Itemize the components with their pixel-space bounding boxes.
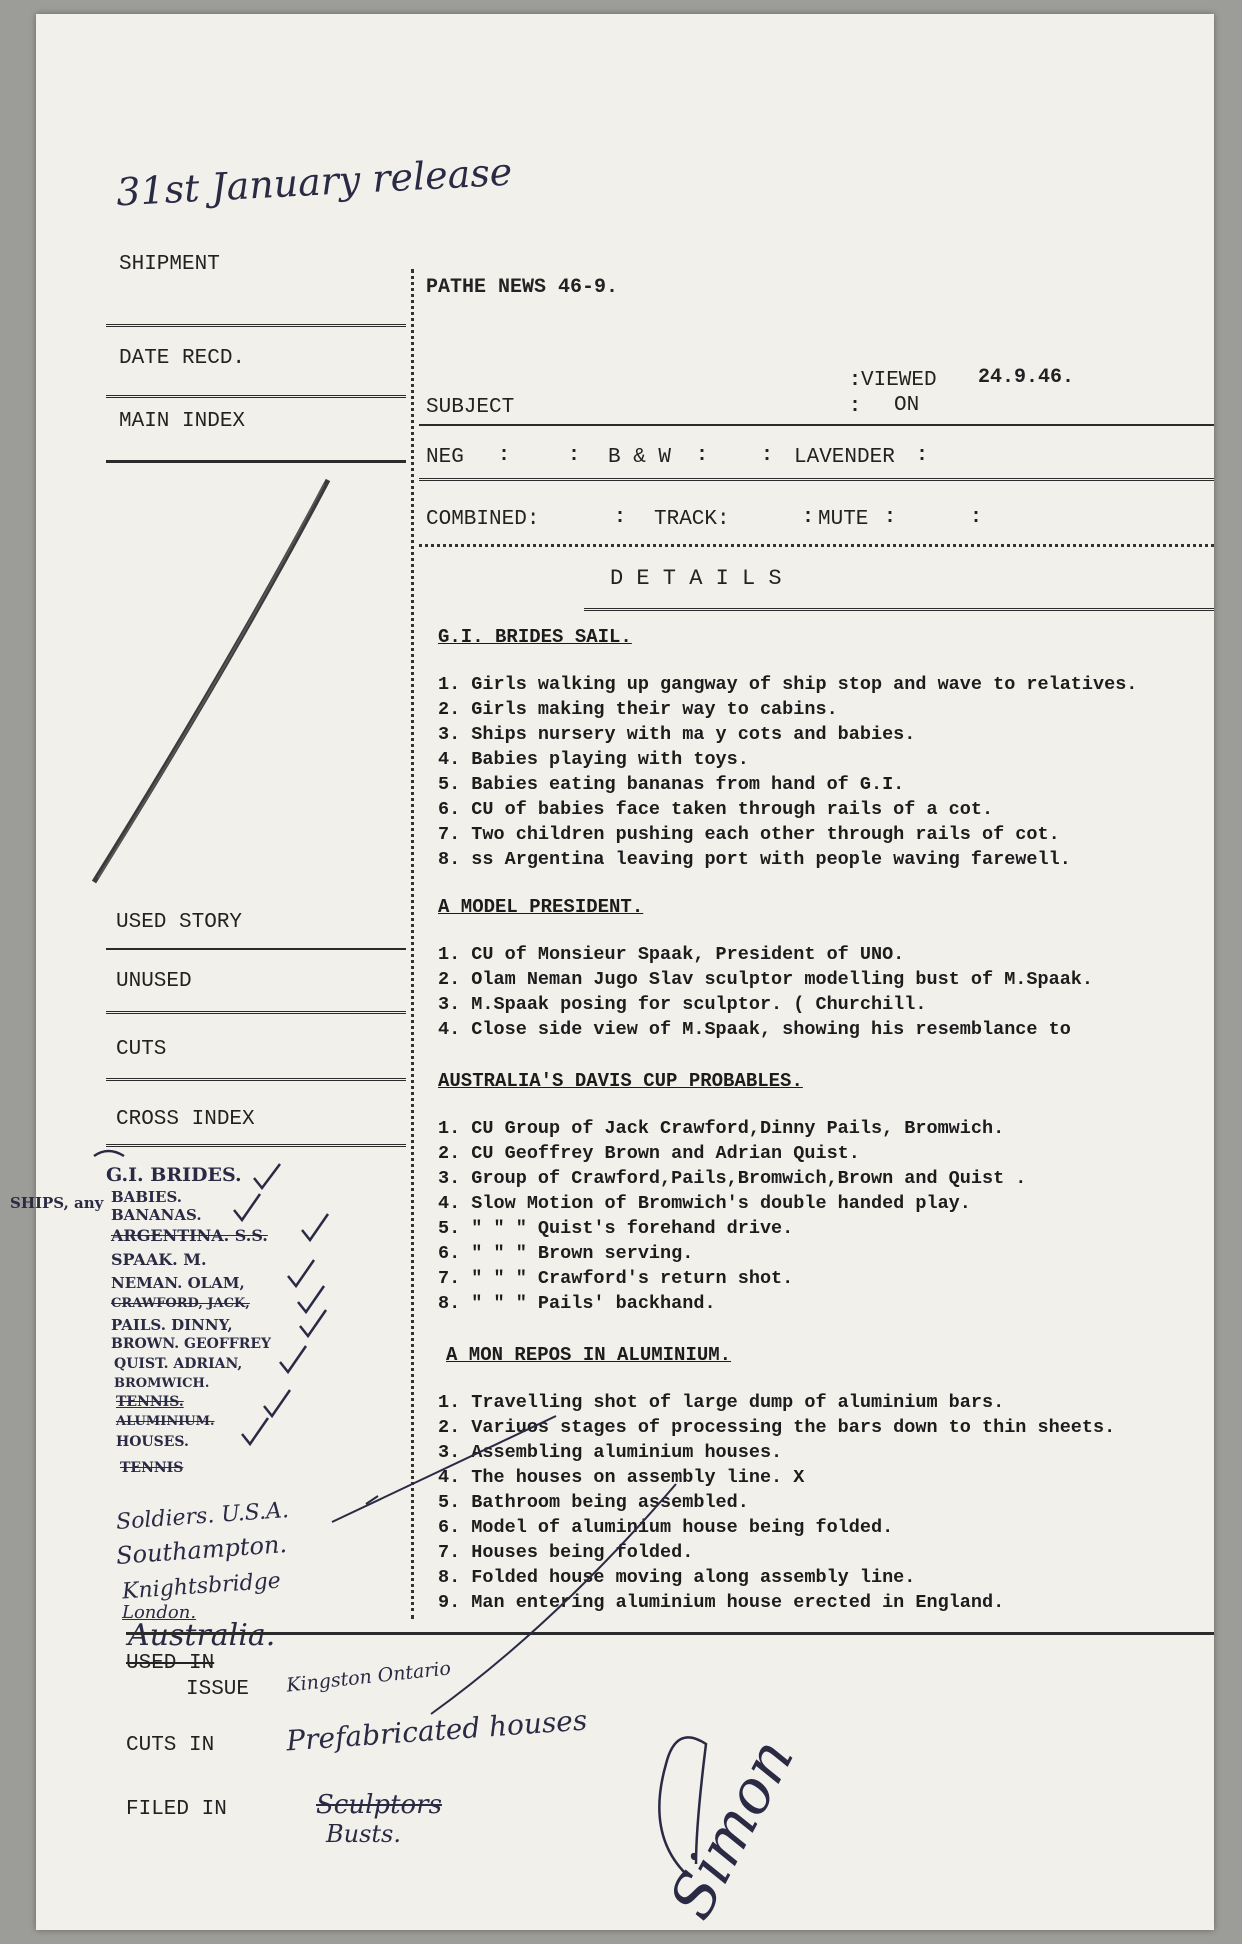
detail-line: 3. Group of Crawford,Pails,Bromwich,Brown and Quist . <box>438 1168 1027 1189</box>
cross-index-entry: Soldiers. U.S.A. <box>115 1497 290 1536</box>
label-issue: ISSUE <box>186 1678 250 1701</box>
detail-line: 7. Houses being folded. <box>438 1542 694 1563</box>
label-filed-in: FILED IN <box>126 1798 227 1821</box>
detail-line: 7. " " " Crawford's return shot. <box>438 1268 794 1289</box>
cross-index-entry: Australia. <box>128 1618 276 1653</box>
handwritten-release-note: 31st January release <box>115 149 514 215</box>
detail-line: 8. " " " Pails' backhand. <box>438 1293 716 1314</box>
detail-line: 1. CU Group of Jack Crawford,Dinny Pails, Bromwich. <box>438 1118 1005 1139</box>
label-used-story: USED STORY <box>116 911 243 934</box>
filed-in-note: Busts. <box>326 1820 401 1848</box>
label-cross-index: CROSS INDEX <box>116 1108 255 1131</box>
cross-index-entry: ARGENTINA. S.S. <box>111 1226 268 1245</box>
label-lavender: LAVENDER <box>794 446 895 469</box>
detail-line: 9. Man entering aluminium house erected in England. <box>438 1592 1005 1613</box>
section-heading: A MODEL PRESIDENT. <box>438 896 644 918</box>
cross-index-entry: TENNIS. <box>116 1394 184 1410</box>
cross-index-entry: HOUSES. <box>116 1434 189 1450</box>
cross-index-entry: ALUMINIUM. <box>116 1414 215 1429</box>
section-heading: G.I. BRIDES SAIL. <box>438 626 632 648</box>
detail-line: 2. CU Geoffrey Brown and Adrian Quist. <box>438 1143 860 1164</box>
label-track: TRACK: <box>654 508 730 531</box>
label-cuts: CUTS <box>116 1038 167 1061</box>
section-heading: AUSTRALIA'S DAVIS CUP PROBABLES. <box>438 1070 803 1092</box>
used-in-note: Kingston Ontario <box>285 1657 452 1697</box>
label-viewed-on: ON <box>894 394 920 417</box>
document-sheet: 31st January release SHIPMENT DATE RECD. MAIN INDEX USED STORY UNUSED CUTS CROSS INDEX G.I. BRIDES. BABIES. BANANAS. ARGENTINA. S.S. SPAAK. M. NEMAN. OLAM, CRAWFORD, JACK, PAILS. DINNY, BROWN. GEOFFREY QUIST. ADRIAN, BROMWICH. TENNIS. ALUMINIUM. HOUSES. TENNIS Soldiers. U.S.A. Southampton. Knightsbridge London. Australia. SHIPS, any USED IN ISSUE Kingston Ontario CUTS IN Prefabricated houses FILED IN Sculptors Busts. Simon PATHE NEWS 46-9. VIEWED : : ON 24.9.46. SUBJECT NEG : : B & W : : LAVENDER : COMBINED: : TRACK: : MUTE : : D E T A I L S G.I. BRIDES SAIL. 1. Girls walking up gangway of ship stop and wave to relatives. 2. Girls making their way to cabins. 3. Ships nursery with ma y cots and babies. 4. Babies playing with toys. 5. Babies eating bananas from hand of G.I. 6. CU of babies face taken through rails of a cot. 7. Two children pushing each other through rails of cot. 8. ss Argentina leaving port with people waving farewell. A MODEL PRESIDENT. 1. CU of Monsieur Spaak, President of UNO. 2. Olam Neman Jugo Slav sculptor modelling bust of M.Spaak. 3. M.Spaak posing for sculptor. ( Churchill. 4. Close side view of M.Spaak, showing his resemblance to AUSTRALIA'S DAVIS CUP PROBABLES. 1. CU Group of Jack Crawford,Dinny Pails, Bromwich. 2. CU Geoffrey Brown and Adrian Quist. 3. Group of Crawford,Pails,Bromwich,Brown and Quist . 4. Slow Motion of Bromwich's double handed play. 5. " " " Quist's forehand drive. 6. " " " Brown serving. 7. " " " Crawford's return shot. 8. " " " Pails' backhand. A MON REPOS IN ALUMINIUM. 1. Travelling shot of large dump of aluminium bars. 2. Variuos stages of processing the bars down to thin sheets. 3. Assembling aluminium houses. 4. The houses on assembly line. X 5. Bathroom being assembled. 6. Model of aluminium house being folded. 7. Houses being folded. 8. Folded house moving along assembly line. 9. Man entering aluminium house erected in England. <box>36 14 1214 1930</box>
cross-index-entry: BROMWICH. <box>114 1376 210 1391</box>
cross-index-entry: PAILS. DINNY, <box>111 1316 233 1334</box>
detail-line: 6. " " " Brown serving. <box>438 1243 694 1264</box>
label-viewed: VIEWED <box>861 369 937 392</box>
detail-line: 3. Ships nursery with ma y cots and babies. <box>438 724 916 745</box>
label-date-recd: DATE RECD. <box>119 347 246 370</box>
detail-line: 8. ss Argentina leaving port with people waving farewell. <box>438 849 1071 870</box>
cross-index-entry: London. <box>122 1602 197 1623</box>
cross-index-entry: Knightsbridge <box>121 1568 282 1605</box>
detail-line: 3. Assembling aluminium houses. <box>438 1442 783 1463</box>
cross-index-entry: CRAWFORD, JACK, <box>111 1296 250 1311</box>
detail-line: 5. Babies eating bananas from hand of G.I. <box>438 774 905 795</box>
cross-index-entry: BANANAS. <box>111 1206 202 1224</box>
detail-line: 2. Variuos stages of processing the bars down to thin sheets. <box>438 1417 1116 1438</box>
detail-line: 6. CU of babies face taken through rails of a cot. <box>438 799 994 820</box>
label-bw: B & W <box>608 446 672 469</box>
detail-line: 1. CU of Monsieur Spaak, President of UNO. <box>438 944 905 965</box>
cross-index-entry: BABIES. <box>111 1188 182 1206</box>
cross-index-entry: NEMAN. OLAM, <box>111 1274 245 1292</box>
label-main-index: MAIN INDEX <box>119 410 246 433</box>
detail-line: 4. The houses on assembly line. X <box>438 1467 805 1488</box>
detail-line: 4. Babies playing with toys. <box>438 749 749 770</box>
detail-line: 4. Close side view of M.Spaak, showing his resemblance to <box>438 1019 1071 1040</box>
label-shipment: SHIPMENT <box>119 253 220 276</box>
detail-line: 4. Slow Motion of Bromwich's double handed play. <box>438 1193 971 1214</box>
detail-line: 6. Model of aluminium house being folded. <box>438 1517 894 1538</box>
detail-line: 2. Olam Neman Jugo Slav sculptor modelling bust of M.Spaak. <box>438 969 1094 990</box>
cross-index-entry: TENNIS <box>120 1460 184 1476</box>
cross-index-entry: SPAAK. M. <box>111 1250 207 1269</box>
detail-line: 1. Travelling shot of large dump of aluminium bars. <box>438 1392 1005 1413</box>
label-cuts-in: CUTS IN <box>126 1734 215 1757</box>
label-subject: SUBJECT <box>426 396 515 419</box>
cross-index-entry: Southampton. <box>115 1530 288 1570</box>
cross-index-entry: QUIST. ADRIAN, <box>114 1356 243 1372</box>
issue-title: PATHE NEWS 46-9. <box>426 276 619 299</box>
detail-line: 3. M.Spaak posing for sculptor. ( Churchill. <box>438 994 927 1015</box>
cross-index-entry: BROWN. GEOFFREY <box>111 1336 272 1352</box>
label-unused: UNUSED <box>116 970 192 993</box>
cuts-in-note: Prefabricated houses <box>285 1703 589 1758</box>
cross-index-entry: G.I. BRIDES. <box>106 1164 242 1186</box>
label-neg: NEG <box>426 446 464 469</box>
label-combined: COMBINED: <box>426 508 540 531</box>
section-heading: A MON REPOS IN ALUMINIUM. <box>446 1344 732 1366</box>
detail-line: 1. Girls walking up gangway of ship stop and wave to relatives. <box>438 674 1138 695</box>
pen-strokes <box>36 14 1214 1930</box>
viewed-date: 24.9.46. <box>978 366 1075 389</box>
detail-line: 5. Bathroom being assembled. <box>438 1492 749 1513</box>
detail-line: 2. Girls making their way to cabins. <box>438 699 838 720</box>
detail-line: 8. Folded house moving along assembly line. <box>438 1567 916 1588</box>
detail-line: 7. Two children pushing each other through rails of cot. <box>438 824 1060 845</box>
margin-note: SHIPS, any <box>10 1194 104 1212</box>
details-title: D E T A I L S <box>610 566 782 591</box>
signature: Simon <box>656 1727 808 1931</box>
detail-line: 5. " " " Quist's forehand drive. <box>438 1218 794 1239</box>
label-used-in: USED IN <box>126 1652 215 1675</box>
label-mute: MUTE <box>818 508 869 531</box>
filed-in-note: Sculptors <box>316 1790 442 1820</box>
